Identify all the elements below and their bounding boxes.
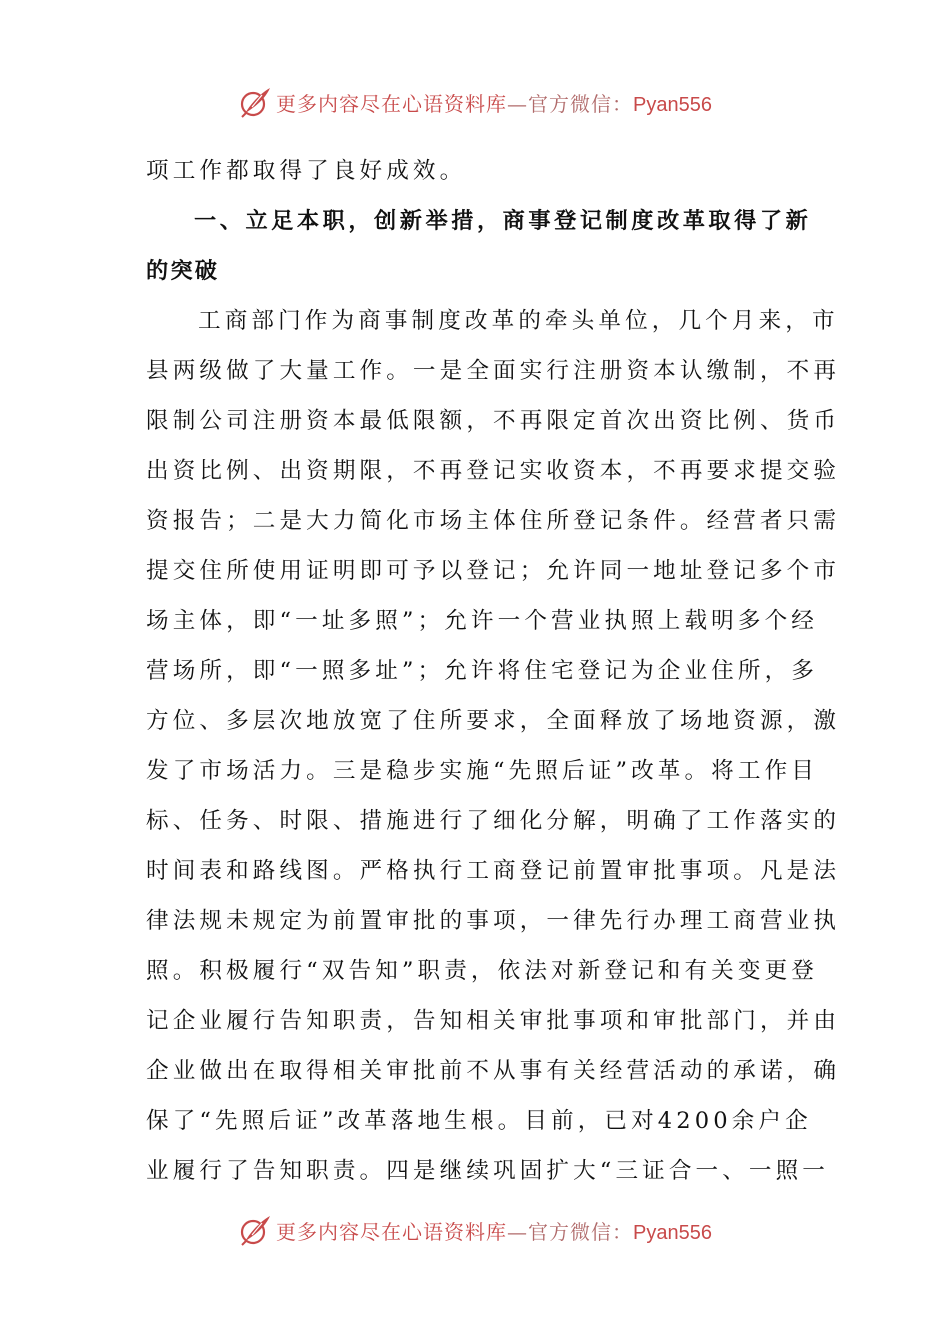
- watermark-banner-top: [0, 82, 950, 122]
- paragraph-line: 资报告；二是大力简化市场主体住所登记条件。经营者只需: [146, 508, 841, 534]
- feather-pen-logo-icon: [238, 85, 272, 119]
- heading-line: 一、立足本职，创新举措，商事登记制度改革取得了新: [194, 208, 810, 234]
- body-paragraph: [146, 296, 841, 1196]
- intro-line: 项工作都取得了良好成效。: [146, 158, 467, 184]
- watermark-official-label: 官方微信：: [528, 1219, 634, 1244]
- paragraph-line: 提交住所使用证明即可予以登记；允许同一地址登记多个市: [146, 558, 841, 584]
- paragraph-line: 律法规未规定为前置审批的事项，一律先行办理工商营业执: [146, 908, 841, 934]
- watermark-dash: —: [507, 91, 529, 116]
- feather-pen-logo-icon: [238, 1213, 272, 1247]
- section-heading: [146, 196, 810, 296]
- paragraph-line: 标、任务、时限、措施进行了细化分解，明确了工作落实的: [146, 808, 841, 834]
- paragraph-line: 时间表和路线图。严格执行工商登记前置审批事项。凡是法: [146, 858, 841, 884]
- paragraph-line: 限制公司注册资本最低限额，不再限定首次出资比例、货币: [146, 408, 841, 434]
- watermark-wechat-id: Pyan556: [633, 93, 712, 116]
- paragraph-line: 记企业履行告知职责，告知相关审批事项和审批部门，并由: [146, 1008, 841, 1034]
- paragraph-line: 县两级做了大量工作。一是全面实行注册资本认缴制，不再: [146, 358, 841, 384]
- document-body: [146, 146, 841, 1196]
- paragraph-line: 照。积极履行“双告知”职责，依法对新登记和有关变更登: [146, 958, 818, 984]
- watermark-site-name: 更多内容尽在心语资料库: [276, 1219, 508, 1244]
- watermark-site-name: 更多内容尽在心语资料库: [276, 91, 508, 116]
- watermark-banner-bottom: [0, 1210, 950, 1250]
- watermark-text: [276, 1216, 712, 1245]
- paragraph-line: 业履行了告知职责。四是继续巩固扩大“三证合一、一照一: [146, 1158, 829, 1184]
- paragraph-line: 工商部门作为商事制度改革的牵头单位，几个月来，市: [198, 308, 839, 334]
- paragraph-line: 出资比例、出资期限，不再登记实收资本，不再要求提交验: [146, 458, 841, 484]
- heading-line: 的突破: [146, 258, 220, 284]
- paragraph-line: 发了市场活力。三是稳步实施“先照后证”改革。将工作目: [146, 758, 818, 784]
- paragraph-line: 方位、多层次地放宽了住所要求，全面释放了场地资源，激: [146, 708, 841, 734]
- watermark-text: [276, 88, 712, 117]
- paragraph-line: 企业做出在取得相关审批前不从事有关经营活动的承诺，确: [146, 1058, 841, 1084]
- paragraph-line: 场主体，即“一址多照”；允许一个营业执照上载明多个经: [146, 608, 818, 634]
- watermark-wechat-id: Pyan556: [633, 1221, 712, 1244]
- watermark-official-label: 官方微信：: [528, 91, 634, 116]
- watermark-dash: —: [507, 1219, 529, 1244]
- paragraph-line: 保了“先照后证”改革落地生根。目前，已对4200余户企: [146, 1108, 812, 1134]
- paragraph-line: 营场所，即“一照多址”；允许将住宅登记为企业住所，多: [146, 658, 818, 684]
